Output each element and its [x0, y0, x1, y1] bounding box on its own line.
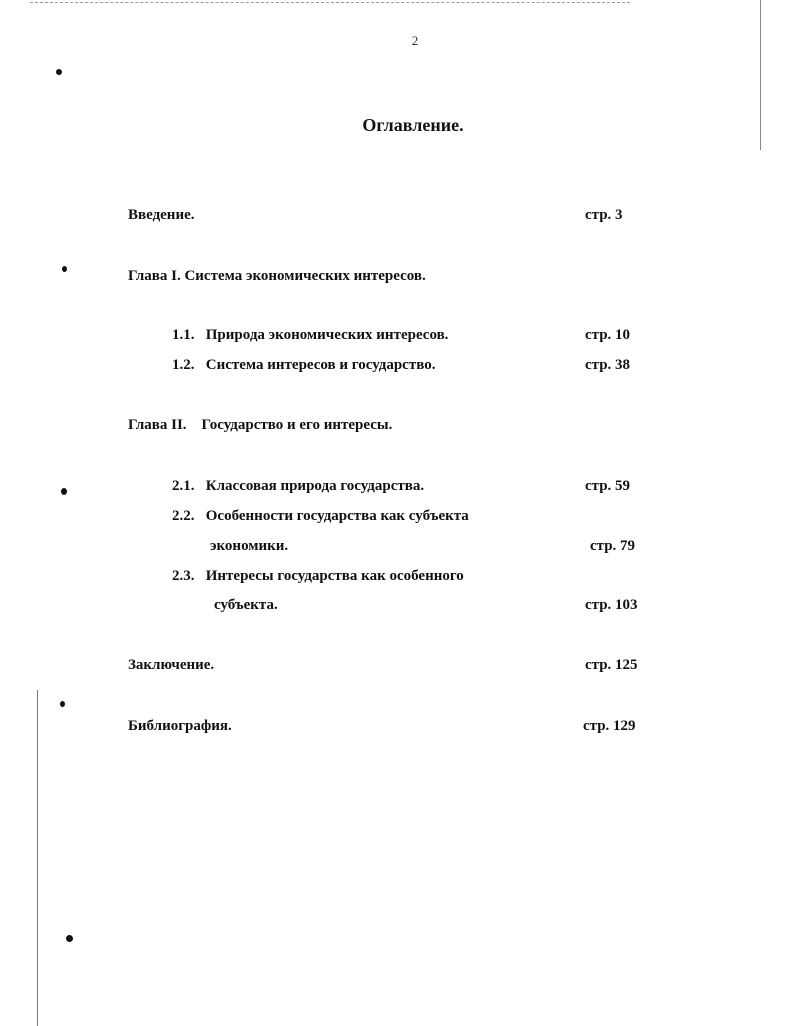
- toc-entry-2-2: [172, 506, 469, 526]
- section-number: 2.3.: [172, 568, 195, 584]
- scan-border-left: [37, 690, 38, 1026]
- toc-entry-2-1: [172, 476, 424, 496]
- toc-page-2-2: стр. 79: [590, 538, 636, 554]
- toc-page-2-1: стр. 59: [585, 478, 631, 494]
- page-title: Оглавление.: [362, 115, 464, 135]
- toc-entry-2-2-continued: экономики.: [210, 538, 289, 554]
- section-title: Система интересов и государство.: [205, 357, 436, 373]
- scan-border-top: [30, 2, 630, 3]
- toc-entry-bibliography: Библиография.: [128, 718, 232, 734]
- scan-speck: [61, 488, 67, 495]
- scan-speck: [62, 266, 67, 272]
- chapter-prefix: Глава II.: [128, 417, 187, 433]
- page-number: 2: [411, 33, 419, 48]
- section-title: Классовая природа государства.: [205, 478, 425, 494]
- section-title: Природа экономических интересов.: [205, 327, 449, 343]
- section-title: Интересы государства как особенного: [205, 568, 464, 584]
- section-number: 1.1.: [172, 327, 195, 343]
- toc-page-2-3: стр. 103: [585, 597, 638, 613]
- scan-speck: [56, 69, 62, 75]
- toc-entry-2-3: [172, 566, 464, 586]
- section-number: 1.2.: [172, 357, 195, 373]
- toc-entry-1-2: [172, 355, 435, 375]
- section-title: Особенности государства как субъекта: [205, 508, 469, 524]
- toc-entry-1-1: [172, 325, 448, 345]
- toc-page-1-1: стр. 10: [585, 327, 631, 343]
- section-number: 2.1.: [172, 478, 195, 494]
- toc-chapter-2: [128, 415, 392, 435]
- chapter-title: Государство и его интересы.: [201, 417, 393, 433]
- toc-page-1-2: стр. 38: [585, 357, 631, 373]
- toc-chapter-1: Глава I. Система экономических интересов.: [128, 268, 426, 284]
- toc-entry-introduction: Введение.: [128, 207, 195, 223]
- toc-page-bibliography: стр. 129: [583, 718, 636, 734]
- toc-entry-2-3-continued: субъекта.: [214, 597, 278, 613]
- scan-speck: [66, 935, 73, 942]
- toc-entry-conclusion: Заключение.: [128, 657, 215, 673]
- toc-page-conclusion: стр. 125: [585, 657, 638, 673]
- section-number: 2.2.: [172, 508, 195, 524]
- scan-speck: [60, 701, 65, 707]
- toc-page-introduction: стр. 3: [585, 207, 623, 223]
